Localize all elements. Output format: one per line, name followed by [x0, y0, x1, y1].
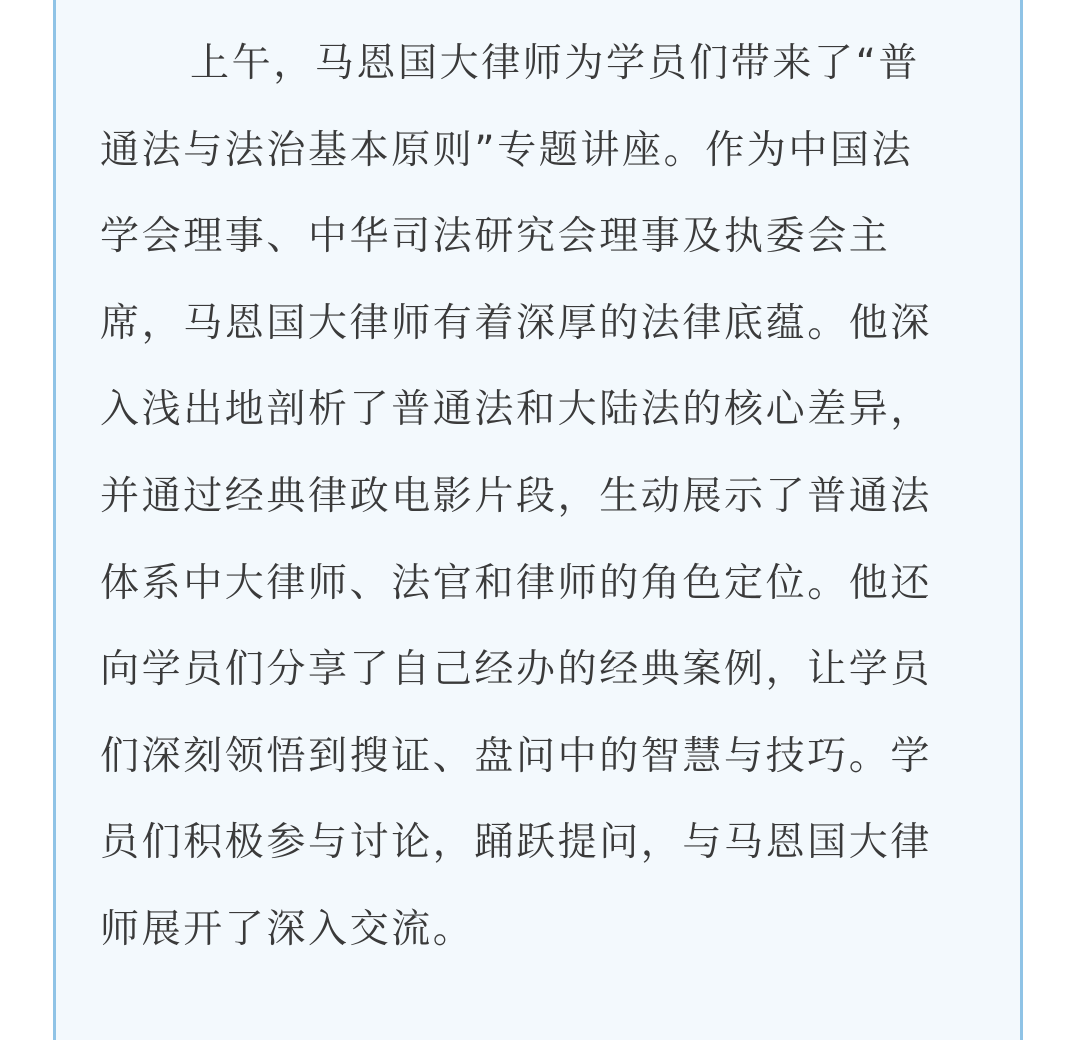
paragraph-line-9: 们深刻领悟到搜证、盘问中的智慧与技巧。学 — [100, 733, 933, 779]
paragraph-line-1: 上午，马恩国大律师为学员们带来了“普 — [190, 41, 921, 86]
paragraph-line-8: 向学员们分享了自己经办的经典案例，让学员 — [100, 647, 933, 693]
article-paragraph — [100, 28, 980, 981]
paragraph-line-5: 入浅出地剖析了普通法和大陆法的核心差异， — [100, 387, 933, 433]
paragraph-line-6: 并通过经典律政电影片段，生动展示了普通法 — [100, 473, 933, 519]
paragraph-line-2: 通法与法治基本原则”专题讲座。作为中国法 — [100, 127, 914, 173]
paragraph-line-7: 体系中大律师、法官和律师的角色定位。他还 — [100, 560, 933, 606]
paragraph-line-10: 员们积极参与讨论，踊跃提问，与马恩国大律 — [100, 820, 933, 866]
paragraph-line-4: 席，马恩国大律师有着深厚的法律底蕴。他深 — [100, 300, 933, 346]
paragraph-line-3: 学会理事、中华司法研究会理事及执委会主 — [100, 214, 891, 260]
paragraph-line-11: 师展开了深入交流。 — [100, 906, 475, 952]
